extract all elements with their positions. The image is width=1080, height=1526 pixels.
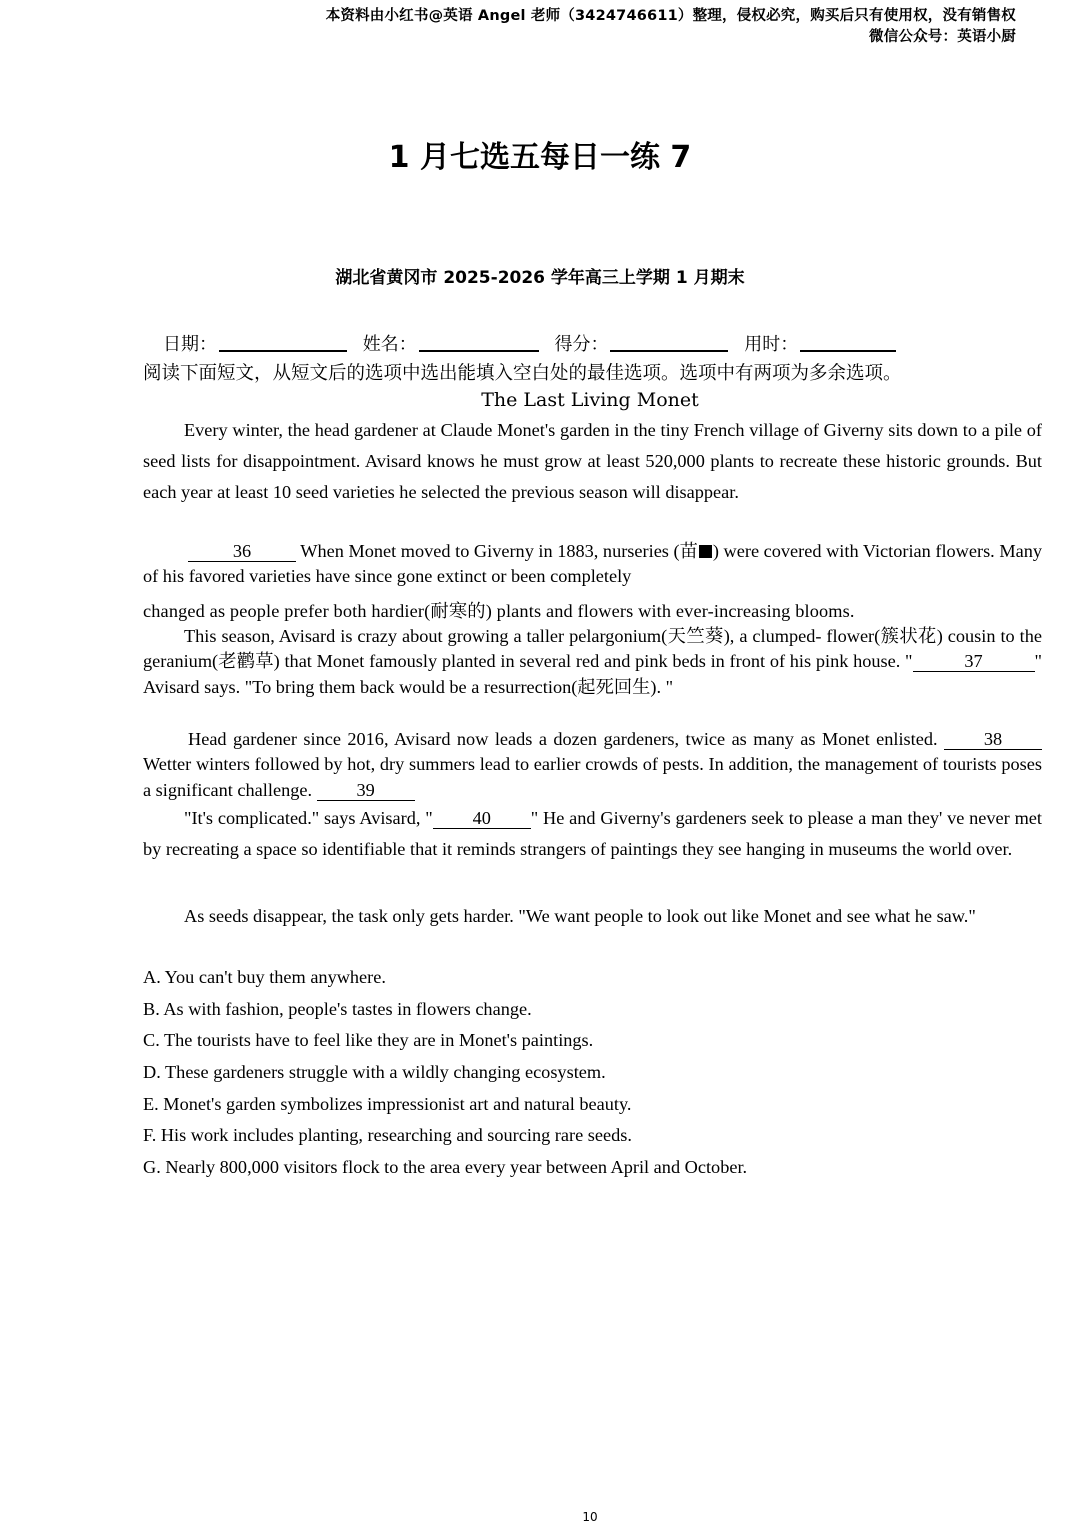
score-label: 得分： bbox=[554, 334, 609, 355]
paragraph-3-text-a: This season, Avisard is crazy about growing a taller pelargonium(天竺葵), a clumped- flower(簇状花) cousin to the geranium(老鹳草) that Monet famously planted in several red and pink beds in front of his pink house. " bbox=[143, 626, 1042, 672]
paragraph-6: As seeds disappear, the task only gets harder. "We want people to look out like Monet and see what he saw." bbox=[184, 906, 976, 926]
blank-36: 36 bbox=[188, 541, 296, 562]
page-number: 10 bbox=[582, 1510, 598, 1524]
date-blank bbox=[219, 330, 347, 352]
option-g: G. Nearly 800,000 visitors flock to the area every year between April and October. bbox=[143, 1157, 748, 1177]
copyright-notice: 本资料由小红书@英语 Angel 老师（3424746611）整理，侵权必究，购买后只有使用权，没有销售权 bbox=[325, 8, 1016, 24]
paragraph-3-text-b: " Avisard says. "To bring them back would be a resurrection(起死回生). " bbox=[143, 651, 1042, 697]
paragraph-5-text-a: "It's complicated." says Avisard, " bbox=[184, 808, 433, 828]
paragraph-4 bbox=[143, 727, 1042, 803]
page-subtitle: 湖北省黄冈市 2025-2026 学年高三上学期 1 月期末 bbox=[335, 268, 745, 288]
page-title: 1 月七选五每日一练 7 bbox=[388, 140, 692, 175]
option-f: F. His work includes planting, researching and sourcing rare seeds. bbox=[143, 1125, 632, 1145]
paragraph-2-continued: changed as people prefer both hardier(耐寒的) plants and flowers with ever-increasing blooms. bbox=[143, 601, 855, 621]
date-label: 日期： bbox=[163, 334, 217, 355]
time-field bbox=[744, 330, 896, 356]
paragraph-5 bbox=[143, 803, 1042, 865]
meta-fields bbox=[163, 330, 906, 356]
paragraph-4-text-a: Head gardener since 2016, Avisard now leads a dozen gardeners, twice as many as Monet enlisted. bbox=[188, 729, 944, 749]
date-field bbox=[163, 330, 347, 356]
paragraph-2 bbox=[143, 539, 1042, 589]
paragraph-4-text-b: Wetter winters followed by hot, dry summers lead to earlier crowds of pests. In addition, the management of tourists poses a significant challenge. bbox=[143, 754, 1042, 800]
paragraph-2-text-b: ) were covered with Victorian flowers. Many of his favored varieties have since gone extinct or been completely bbox=[143, 541, 1042, 586]
option-a: A. You can't buy them anywhere. bbox=[143, 967, 386, 987]
instructions: 阅读下面短文，从短文后的选项中选出能填入空白处的最佳选项。选项中有两项为多余选项。 bbox=[143, 363, 902, 384]
option-e: E. Monet's garden symbolizes impressionist art and natural beauty. bbox=[143, 1094, 632, 1114]
paragraph-3 bbox=[143, 624, 1042, 700]
paragraph-5-text-b: " He and Giverny's gardeners seek to please a man they' ve never met by recreating a space so identifiable that it reminds strangers of paintings they see hanging in museums the world over. bbox=[143, 808, 1042, 859]
name-field bbox=[363, 330, 539, 356]
name-label: 姓名： bbox=[362, 334, 417, 355]
missing-glyph-square-icon bbox=[699, 545, 712, 558]
blank-39: 39 bbox=[317, 780, 415, 801]
score-field bbox=[554, 330, 728, 356]
time-blank bbox=[800, 330, 896, 352]
name-blank bbox=[419, 330, 539, 352]
blank-37: 37 bbox=[913, 651, 1035, 672]
paragraph-2-text-a: When Monet moved to Giverny in 1883, nurseries (苗 bbox=[296, 541, 698, 561]
option-d: D. These gardeners struggle with a wildly changing ecosystem. bbox=[143, 1062, 606, 1082]
blank-40: 40 bbox=[433, 808, 531, 829]
passage-title: The Last Living Monet bbox=[481, 389, 699, 411]
option-b: B. As with fashion, people's tastes in flowers change. bbox=[143, 999, 532, 1019]
paragraph-1: Every winter, the head gardener at Claude Monet's garden in the tiny French village of Giverny sits down to a pile of seed lists for disappointment. Avisard knows he must grow at least 520,000 plants to recreate these historic grounds. But each year at least 10 seed varieties he selected the previous season will disappear. bbox=[143, 420, 1042, 502]
blank-38: 38 bbox=[944, 729, 1042, 750]
score-blank bbox=[610, 330, 728, 352]
wechat-notice: 微信公众号：英语小厨 bbox=[869, 29, 1016, 45]
time-label: 用时： bbox=[744, 334, 799, 355]
option-c: C. The tourists have to feel like they are in Monet's paintings. bbox=[143, 1030, 594, 1050]
